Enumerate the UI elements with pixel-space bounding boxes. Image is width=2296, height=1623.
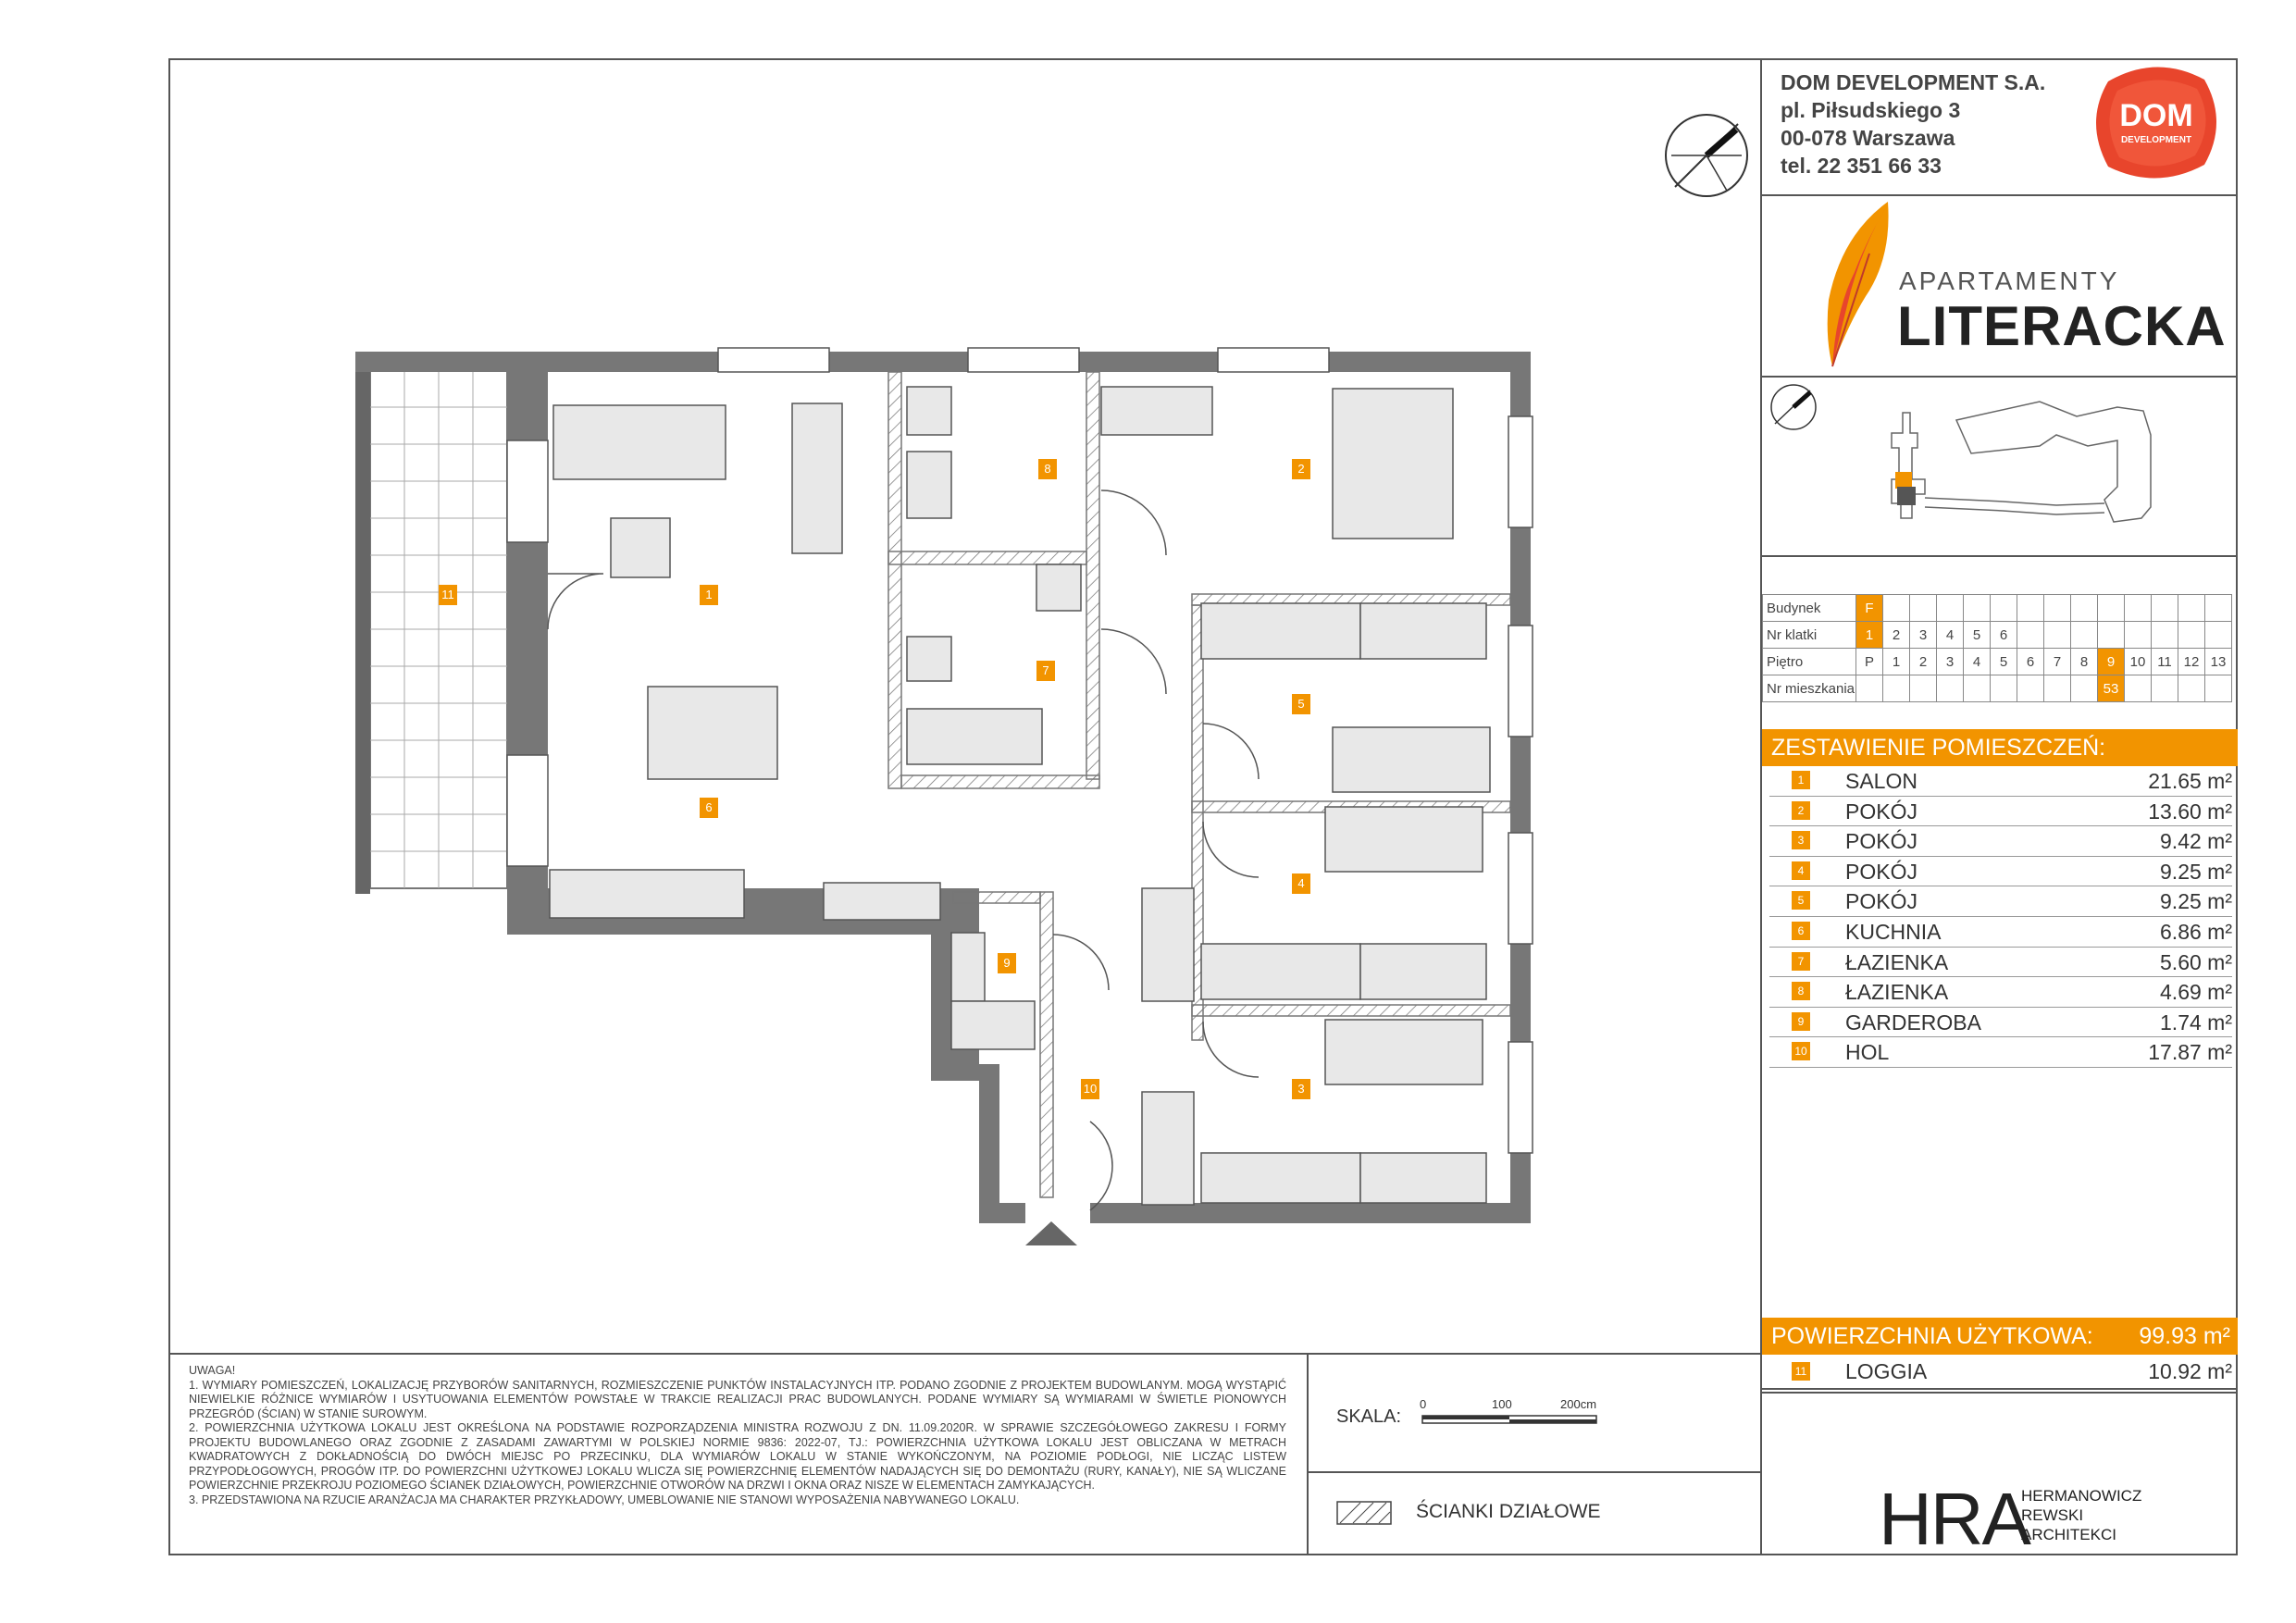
scale-bar [1421,1412,1597,1425]
dom-development-logo [2090,63,2223,181]
locator-cell [2098,595,2125,622]
locator-cell [2152,675,2178,702]
scale-tick-100: 100 [1492,1397,1512,1411]
notes-title: UWAGA! [189,1364,236,1377]
furniture [550,387,1490,1205]
locator-cell [1991,675,2017,702]
loggia-name: LOGGIA [1845,1359,1928,1383]
locator-cell [2178,622,2205,649]
room-area: 17.87 m² [2148,1040,2232,1065]
locator-cell: 2 [1910,649,1937,675]
architect-logo: HRA [1879,1478,2029,1560]
loggia-divider [1760,1388,2238,1390]
locator-cell [1856,675,1883,702]
locator-cell [1991,595,2017,622]
note-item: 3. PRZEDSTAWIONA NA RZUCIE ARANŻACJA MA CHARAKTER PRZYKŁADOWY, UMEBLOWANIE NIE STANOWI WYPOSAŻENIA NABYWANEGO LOKALU. [189,1493,1020,1506]
locator-cell [2044,595,2071,622]
room-row [1769,797,2232,827]
note-item: 2. POWIERZCHNIA UŻYTKOWA LOKALU JEST OKREŚLONA NA PODSTAWIE ROZPORZĄDZENIA MINISTRA ROZWOJU Z DN. 11.09.2020R. W SPRAWIE SZCZEGÓŁOWEGO ZAKRESU I FORMY PROJEKTU BUDOWLANEGO ORAZ ZGODNIE Z ZASADAMI ZAWARTYMI W POLSKIEJ NORMIE 9836: 2022-07, TJ.: POWIERZCHNIA UŻYTKOWA LOKALU JEST OBLICZANA W METRACH KWADRATOWYCH Z DOKŁADNOŚCIĄ DO DWÓCH MIEJSC PO PRZECINKU, DLA WYMIARÓW LOKALU W STANIE WYKOŃCZONYM, NA POZIOMIE PODŁOGI, NIE LICZĄC LISTEW PRZYPODŁOGOWYCH, PROGÓW ITP. DO POWIERZCHNI UŻYTKOWEJ LOKALU WLICZA SIĘ POWIERZCHNIĘ ELEMENTÓW NADAJĄCYCH SIĘ DO DEMONTAŻU (RURY, KANAŁY), NIE SĄ WLICZANE POWIERZCHNIE PRZEKROJU POZIOMEGO ŚCIANEK DZIAŁOWYCH, POWIERZCHNIE OTWORÓW NA DRZWI I OKNA ORAZ NISZE W ELEMENTACH ZAMYKAJĄCYCH. [189,1421,1286,1492]
locator-cell: 5 [1991,649,2017,675]
brand-title: LITERACKA [1897,295,2227,357]
room-name: ŁAZIENKA [1845,980,1949,1005]
locator-cell [2205,622,2232,649]
room-num: 8 [1792,982,1810,1000]
locator-cell: 10 [2125,649,2152,675]
locator-row-label: Budynek [1763,595,1856,622]
company-info [1781,68,2045,180]
locator-cell: F [1856,595,1883,622]
room-row [1769,1008,2232,1038]
room-num: 10 [1792,1042,1810,1060]
locator-cell [2044,675,2071,702]
room-name: HOL [1845,1040,1890,1065]
plan-room-label: 6 [700,798,718,818]
plan-room-label: 11 [439,585,457,605]
room-area: 4.69 m² [2160,980,2232,1005]
apartment-locator-grid [1762,594,2232,702]
locator-cell [1910,675,1937,702]
locator-cell [2017,622,2044,649]
notes-block [189,1364,1286,1507]
locator-cell [2205,595,2232,622]
room-row [1769,826,2232,857]
scale-label: SKALA: [1336,1406,1402,1427]
brand-subtitle: APARTAMENTY [1899,266,2120,295]
room-num: 6 [1792,922,1810,940]
room-num: 5 [1792,891,1810,910]
room-row [1769,977,2232,1008]
plan-room-label: 10 [1081,1079,1099,1099]
locator-cell: 2 [1883,622,1910,649]
room-area: 9.25 m² [2160,889,2232,914]
plan-room-label: 7 [1036,661,1055,681]
locator-cell [1937,595,1964,622]
scale-legend-divider [1307,1471,1762,1473]
company-name: DOM DEVELOPMENT S.A. [1781,70,2046,94]
room-row [1769,948,2232,978]
loggia-floor [355,352,507,894]
locator-cell [2017,595,2044,622]
locator-row [1763,675,2232,702]
locator-row-label: Piętro [1763,649,1856,675]
room-area: 9.42 m² [2160,829,2232,854]
company-phone: tel. 22 351 66 33 [1781,154,1942,178]
room-area: 9.25 m² [2160,859,2232,884]
locator-cell: 7 [2044,649,2071,675]
locator-cell: 6 [1991,622,2017,649]
plan-room-label: 1 [700,585,718,605]
locator-cell [1910,595,1937,622]
locator-row [1763,595,2232,622]
locator-row [1763,622,2232,649]
locator-cell: 13 [2205,649,2232,675]
loggia-area: 10.92 m² [2148,1359,2232,1383]
room-name: ŁAZIENKA [1845,949,1949,974]
locator-cell: 53 [2098,675,2125,702]
rooms-list [1769,766,2232,1068]
partition-wall-hatch-icon [1336,1501,1392,1525]
header-divider [1760,194,2238,196]
locator-cell [2152,595,2178,622]
locator-cell [2125,675,2152,702]
dom-logo-text: DOM [2119,98,2193,133]
locator-cell [1937,675,1964,702]
room-name: POKÓJ [1845,889,1917,914]
locator-cell: 8 [2071,649,2098,675]
notes-divider [168,1353,1762,1355]
locator-cell [2071,595,2098,622]
locator-cell: 12 [2178,649,2205,675]
plan-room-label: 8 [1038,459,1057,479]
locator-cell: 3 [1937,649,1964,675]
room-num: 4 [1792,861,1810,880]
room-area: 1.74 m² [2160,1010,2232,1035]
room-name: POKÓJ [1845,799,1917,824]
architect-name [2021,1486,2141,1544]
locator-cell [2098,622,2125,649]
note-item: 1. WYMIARY POMIESZCZEŃ, LOKALIZACJĘ PRZYBORÓW SANITARNYCH, ROZMIESZCZENIE PUNKTÓW INSTALACYJNYCH ITP. PODANO ZGODNIE Z PROJEKTEM BUDOWLANYM. MOGĄ WYSTĄPIĆ NIEWIELKIE RÓŻNICE WYMIARÓW I USYTUOWANIA ELEMENTÓW POWSTAŁE W TRAKCIE REALIZACJI PRAC BUDOWLANYCH. PODANE WYMIARY SĄ WYMIARAMI W ŚWIETLE PIONOWYCH PRZEGRÓD (ŚCIAN) W STANIE SUROWYM. [189,1378,1286,1420]
architect-line-1: HERMANOWICZ [2021,1487,2142,1505]
scale-tick-200: 200cm [1560,1397,1597,1411]
locator-cell: 1 [1856,622,1883,649]
room-row [1769,1037,2232,1068]
room-row [1769,917,2232,948]
plan-room-label: 4 [1292,873,1310,894]
plan-room-label: 3 [1292,1079,1310,1099]
room-area: 6.86 m² [2160,919,2232,944]
architect-line-3: ARCHITEKCI [2021,1526,2116,1543]
total-area-label: POWIERZCHNIA UŻYTKOWA: [1771,1323,2093,1349]
legend-label: ŚCIANKI DZIAŁOWE [1416,1501,1601,1522]
entrance-marker [1025,1221,1077,1245]
brand-divider [1760,376,2238,378]
site-north-arrow-icon [1771,385,1816,429]
scale-divider [1307,1353,1309,1555]
total-area-value: 99.93 m² [2139,1323,2230,1349]
locator-cell [2044,622,2071,649]
locator-cell [2071,622,2098,649]
architect-line-2: REWSKI [2021,1506,2084,1524]
room-area: 5.60 m² [2160,949,2232,974]
locator-cell: 9 [2098,649,2125,675]
locator-cell: 1 [1883,649,1910,675]
site-plan-locator [1762,379,2236,553]
locator-cell: 3 [1910,622,1937,649]
room-row [1769,857,2232,887]
company-street: pl. Piłsudskiego 3 [1781,98,1961,122]
room-row [1769,886,2232,917]
company-city: 00-078 Warszawa [1781,126,1955,150]
locator-cell [1883,675,1910,702]
room-name: POKÓJ [1845,859,1917,884]
rooms-header: ZESTAWIENIE POMIESZCZEŃ: [1762,729,2238,766]
locator-cell [2125,622,2152,649]
room-num: 1 [1792,771,1810,789]
room-name: GARDEROBA [1845,1010,1981,1035]
locator-cell [2017,675,2044,702]
room-num: 9 [1792,1012,1810,1031]
dom-logo-subtext: DEVELOPMENT [2120,135,2192,145]
architect-divider [1760,1392,2238,1394]
plan-room-label: 9 [998,953,1016,973]
room-area: 21.65 m² [2148,769,2232,793]
locator-cell [2178,595,2205,622]
locator-cell: 11 [2152,649,2178,675]
locator-cell [2205,675,2232,702]
locator-cell [1883,595,1910,622]
locator-row [1763,649,2232,675]
room-area: 13.60 m² [2148,799,2232,824]
loggia-row [1769,1357,2232,1386]
scale-tick-0: 0 [1420,1397,1427,1411]
locator-cell [1964,595,1991,622]
plan-room-label: 5 [1292,694,1310,714]
room-name: SALON [1845,769,1917,793]
room-num: 2 [1792,801,1810,820]
room-name: POKÓJ [1845,829,1917,854]
locator-cell: P [1856,649,1883,675]
locator-cell: 5 [1964,622,1991,649]
room-name: KUCHNIA [1845,919,1942,944]
locator-divider [1760,555,2238,557]
locator-cell: 6 [2017,649,2044,675]
locator-cell: 4 [1937,622,1964,649]
plan-room-label: 2 [1292,459,1310,479]
locator-row-label: Nr mieszkania [1763,675,1856,702]
feather-icon [1814,198,1897,370]
locator-cell [1964,675,1991,702]
total-area-banner [1762,1318,2238,1355]
locator-cell [2152,622,2178,649]
loggia-number: 11 [1792,1362,1810,1381]
room-num: 3 [1792,831,1810,849]
room-num: 7 [1792,952,1810,971]
locator-cell [2125,595,2152,622]
locator-cell: 4 [1964,649,1991,675]
room-row [1769,766,2232,797]
locator-cell [2071,675,2098,702]
locator-cell [2178,675,2205,702]
locator-row-label: Nr klatki [1763,622,1856,649]
